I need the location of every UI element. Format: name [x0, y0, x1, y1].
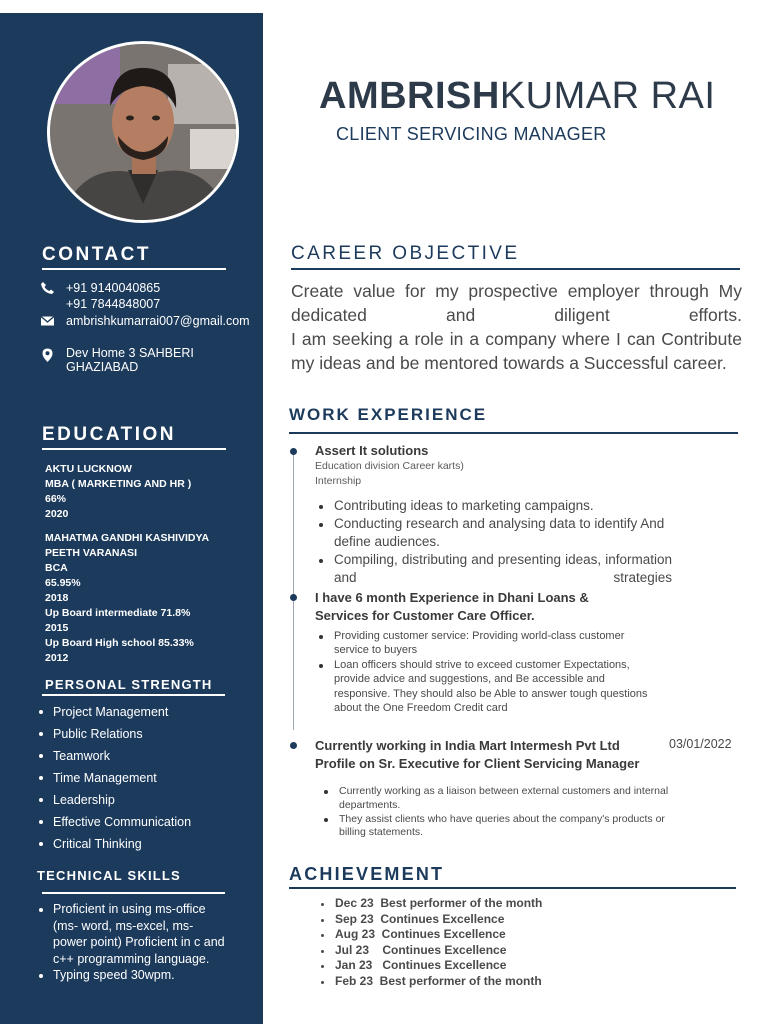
list-item: Feb 23 Best performer of the month [318, 974, 542, 990]
job1-duties [315, 497, 672, 587]
list-item: Providing customer service: Providing world-class customer service to buyers [315, 629, 655, 658]
education-line: PEETH VARANASI [45, 547, 137, 559]
job2-title-line-2: Services for Customer Care Officer. [315, 608, 535, 623]
achievement-list [318, 896, 542, 990]
phone-number-2: +91 7844848007 [66, 297, 161, 311]
technical-skills-heading: TECHNICAL SKILLS [37, 868, 181, 883]
education-divider [42, 448, 226, 450]
list-item: Compiling, distributing and presenting ideas, information and strategies [315, 551, 672, 587]
list-item: Loan officers should strive to exceed customer Expectations, provide advice and suggestions, and Be accessible and responsive. They should also be Able to answer tough questions about the One Freedom Credit card [315, 658, 655, 716]
phone-number-1: +91 9140040865 [66, 281, 161, 295]
list-item: Jul 23 Continues Excellence [318, 943, 542, 959]
address-line-2: GHAZIABAD [66, 360, 139, 374]
career-objective-heading: CAREER OBJECTIVE [291, 243, 520, 264]
profile-photo [47, 41, 239, 223]
job1-type: Internship [315, 475, 362, 487]
job3-title-line-2: Profile on Sr. Executive for Client Servicing Manager [315, 756, 640, 771]
career-objective-text [291, 279, 742, 375]
education-block [45, 462, 255, 666]
technical-skills-divider [42, 892, 225, 894]
job3-title-line-1: Currently working in India Mart Intermesh Pvt Ltd [315, 738, 620, 753]
mail-icon [40, 314, 56, 328]
job2-title-line-1: I have 6 month Experience in Dhani Loans & [315, 590, 589, 605]
list-item: Typing speed 30wpm. [36, 967, 226, 984]
personal-strength-divider [42, 694, 225, 696]
list-item: Conducting research and analysing data to identify And define audiences. [315, 515, 672, 551]
list-item: Time Management [36, 767, 191, 789]
timeline-dot [290, 594, 297, 601]
phone-icon [40, 281, 56, 295]
name-first: AMBRISH [319, 75, 500, 117]
list-item: Teamwork [36, 745, 191, 767]
list-item: Jan 23 Continues Excellence [318, 958, 542, 974]
education-line: 2020 [45, 508, 69, 520]
education-heading: EDUCATION [42, 424, 177, 445]
timeline-dot [290, 448, 297, 455]
job1-company: Assert It solutions [315, 443, 429, 458]
education-line: MBA ( MARKETING AND HR ) [45, 478, 192, 490]
education-line: BCA [45, 562, 68, 574]
education-line: 65.95% [45, 577, 81, 589]
job1-division: Education division Career karts) [315, 460, 464, 472]
job3-duties [320, 785, 675, 840]
education-line: 2018 [45, 592, 69, 604]
education-line: Up Board intermediate 71.8% [45, 607, 191, 619]
education-line: 2015 [45, 622, 69, 634]
achievement-heading: ACHIEVEMENT [289, 864, 445, 884]
objective-paragraph-2: I am seeking a role in a company where I can Contribute my ideas and be mentored towards a Successful career. [291, 329, 742, 373]
list-item: Project Management [36, 701, 191, 723]
work-experience-divider [289, 432, 738, 434]
job2-duties [315, 629, 655, 715]
education-line: 66% [45, 493, 67, 505]
timeline-dot [290, 742, 297, 749]
education-line: MAHATMA GANDHI KASHIVIDYA [45, 532, 210, 544]
personal-strength-list [36, 701, 191, 855]
job3-start-date: 03/01/2022 [669, 737, 732, 751]
list-item: Proficient in using ms-office (ms- word, ms-excel, ms-power point) Proficient in c and c++ programming language. [36, 901, 226, 967]
work-experience-heading: WORK EXPERIENCE [289, 405, 488, 424]
education-line: AKTU LUCKNOW [45, 463, 132, 475]
timeline-line [293, 450, 294, 730]
list-item: They assist clients who have queries about the company's products or billing statements. [320, 813, 675, 841]
profile-photo-image [50, 44, 236, 220]
objective-paragraph-1: Create value for my prospective employer through My dedicated and diligent efforts. [291, 281, 742, 325]
personal-strength-heading: PERSONAL STRENGTH [45, 677, 213, 692]
list-item: Critical Thinking [36, 833, 191, 855]
achievement-divider [289, 887, 736, 889]
email-address[interactable]: ambrishkumarrai007@gmail.com [66, 314, 250, 328]
list-item: Leadership [36, 789, 191, 811]
contact-divider [42, 268, 226, 270]
name-rest: KUMAR RAI [499, 75, 716, 117]
location-pin-icon [40, 347, 56, 363]
technical-skills-list [36, 901, 226, 984]
education-line: 2012 [45, 652, 69, 664]
education-line: Up Board High school 85.33% [45, 637, 194, 649]
contact-heading: CONTACT [42, 244, 151, 265]
list-item: Dec 23 Best performer of the month [318, 896, 542, 912]
list-item: Effective Communication [36, 811, 191, 833]
list-item: Contributing ideas to marketing campaigns. [315, 497, 672, 515]
list-item: Aug 23 Continues Excellence [318, 927, 542, 943]
list-item: Public Relations [36, 723, 191, 745]
job-role-title: CLIENT SERVICING MANAGER [336, 124, 607, 144]
list-item: Currently working as a liaison between external customers and internal departments. [320, 785, 675, 813]
address-line-1: Dev Home 3 SAHBERI [66, 346, 194, 360]
list-item: Sep 23 Continues Excellence [318, 912, 542, 928]
candidate-name [319, 75, 715, 118]
career-objective-divider [291, 268, 740, 270]
